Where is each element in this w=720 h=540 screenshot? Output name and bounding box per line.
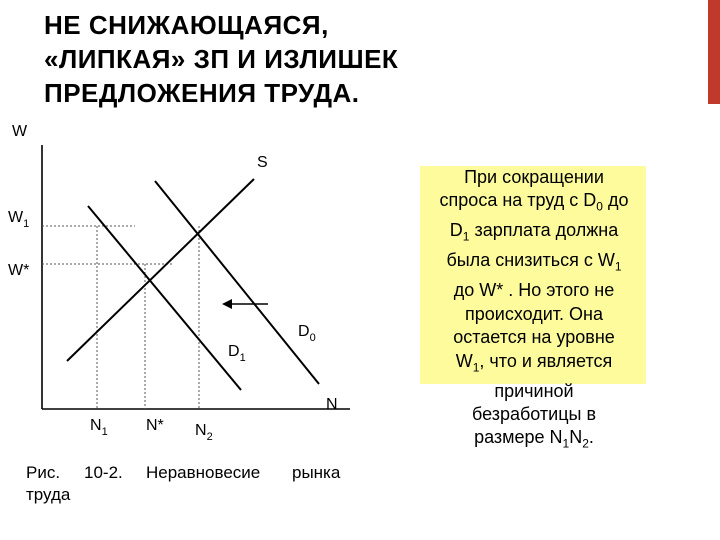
note-line: При сокращении xyxy=(464,167,604,187)
y-axis-label: W xyxy=(12,123,28,140)
employment-star-label: N* xyxy=(146,417,164,434)
note-line: $D_1$ зарплата должна xyxy=(449,220,619,244)
caption-word: рынка xyxy=(292,463,341,482)
caption-word: Неравновесие xyxy=(146,463,261,482)
title-line: НЕ СНИЖАЮЩАЯСЯ, xyxy=(44,10,329,40)
x-axis-label: N xyxy=(326,396,338,413)
note-line: причиной xyxy=(494,380,574,401)
demand-curve-1 xyxy=(88,206,241,390)
supply-curve-label: S xyxy=(257,154,268,171)
caption-word: труда xyxy=(26,485,71,504)
title-line: ПРЕДЛОЖЕНИЯ ТРУДА. xyxy=(44,78,360,108)
note-line: безработицы в xyxy=(471,404,597,425)
note-line: спроса на труд с $D_0$ до xyxy=(439,190,629,214)
wage-star-label: W* xyxy=(8,262,30,279)
note-line: была снизиться с $W_1$ xyxy=(446,250,622,274)
wage-1-label: $W_1$ xyxy=(8,209,30,230)
demand-curve-0-label: $D_0$ xyxy=(298,323,316,344)
caption-word: 10-2. xyxy=(84,463,123,482)
employment-1-label: $N_1$ xyxy=(90,417,108,438)
demand-curve-1-label: $D_1$ xyxy=(228,343,246,364)
title-line: «ЛИПКАЯ» ЗП И ИЗЛИШЕК xyxy=(44,44,399,74)
employment-2-label: $N_2$ xyxy=(195,422,213,443)
note-line: $W_1$, что и является xyxy=(455,350,613,375)
note-line: до W* . Но этого не xyxy=(453,280,615,301)
caption-word: Рис. xyxy=(26,463,61,482)
arrow-left-icon xyxy=(222,299,268,309)
note-line: размере $N_1N_2$. xyxy=(474,427,594,452)
note-line: происходит. Она xyxy=(465,303,603,324)
note-text xyxy=(400,166,668,456)
note-line: остается на уровне xyxy=(453,327,615,348)
